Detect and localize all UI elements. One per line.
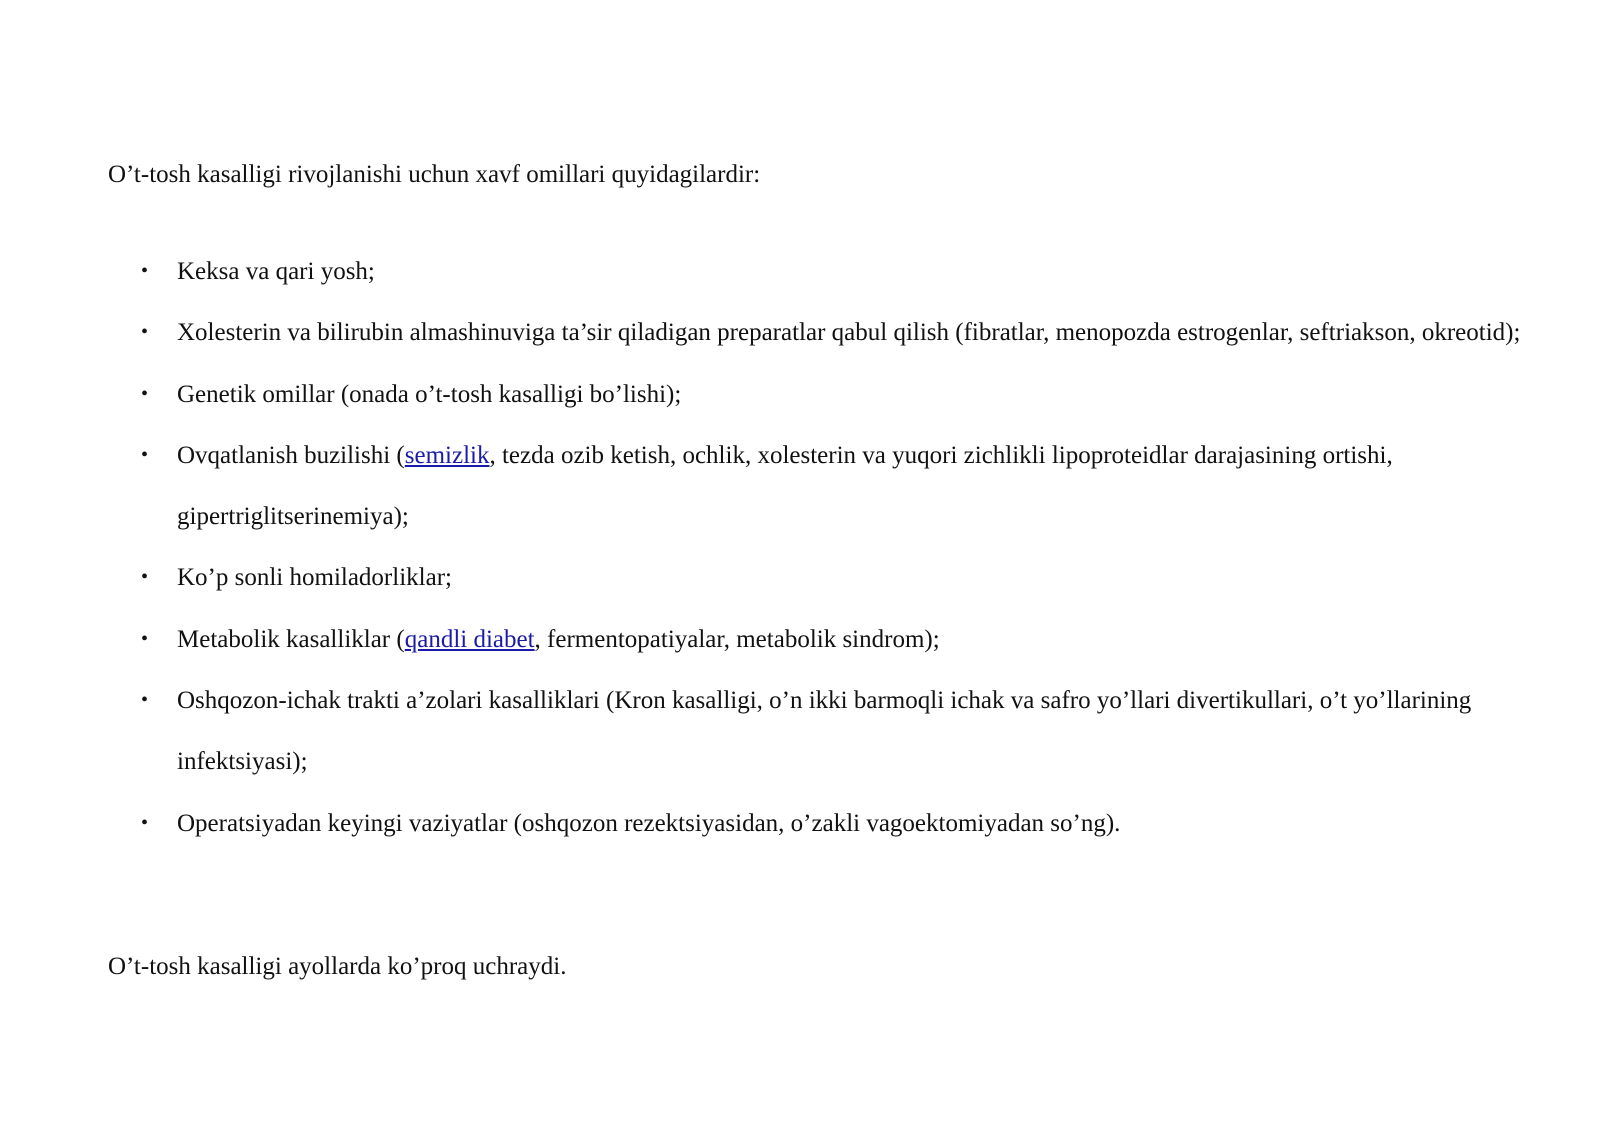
list-item-text-after: , tezda ozib ketish, ochlik, xolesterin va yuqori zichlikli lipoproteidlar darajasining ortishi, gipertriglitserinemiya); [177, 441, 1393, 531]
intro-paragraph: O’t-tosh kasalligi rivojlanishi uchun xavf omillari quyidagilardir: [108, 161, 761, 188]
bullet-icon: • [141, 811, 149, 834]
list-item [108, 425, 1548, 548]
list-item [108, 547, 1548, 608]
risk-factor-list [108, 241, 1548, 854]
list-item [108, 670, 1548, 793]
list-item-text: Ko’p sonli homiladorliklar; [177, 564, 452, 592]
bullet-icon: • [141, 689, 149, 712]
bullet-icon: • [141, 382, 149, 405]
semizlik-link[interactable]: semizlik [404, 441, 490, 469]
list-item-text: Xolesterin va bilirubin almashinuviga ta’sir qiladigan preparatlar qabul qilish (fibratlar, menopozda estrogenlar, seftriakson, okreotid); [177, 319, 1521, 347]
list-item [108, 609, 1548, 670]
list-item-text: Keksa va qari yosh; [177, 258, 375, 285]
list-item-text-after: , fermentopatiyalar, metabolik sindrom); [534, 625, 940, 653]
list-item-text-before: Metabolik kasalliklar ( [177, 625, 405, 653]
list-item-text: Operatsiyadan keyingi vaziyatlar (oshqozon rezektsiyasidan, o’zakli vagoektomiyadan so’ng). [177, 809, 1121, 837]
list-item-text: Genetik omillar (onada o’t-tosh kasalligi bo’lishi); [177, 380, 682, 408]
outro-paragraph: O’t-tosh kasalligi ayollarda ko’proq uchraydi. [108, 953, 567, 980]
bullet-icon: • [141, 566, 149, 589]
list-item [108, 364, 1548, 425]
list-item [108, 241, 1548, 302]
list-item [108, 793, 1548, 854]
bullet-icon: • [141, 443, 149, 466]
list-item-text: Oshqozon-ichak trakti a’zolari kasalliklari (Kron kasalligi, o’n ikki barmoqli ichak va safro yo’llari divertikullari, o’t yo’llarining infektsiyasi); [177, 687, 1472, 776]
qandli-diabet-link[interactable]: qandli diabet [404, 625, 535, 653]
bullet-icon: • [141, 627, 149, 650]
bullet-icon: • [141, 321, 149, 344]
list-item-text-before: Ovqatlanish buzilishi ( [177, 441, 405, 469]
list-item [108, 302, 1548, 363]
bullet-icon: • [141, 260, 149, 282]
